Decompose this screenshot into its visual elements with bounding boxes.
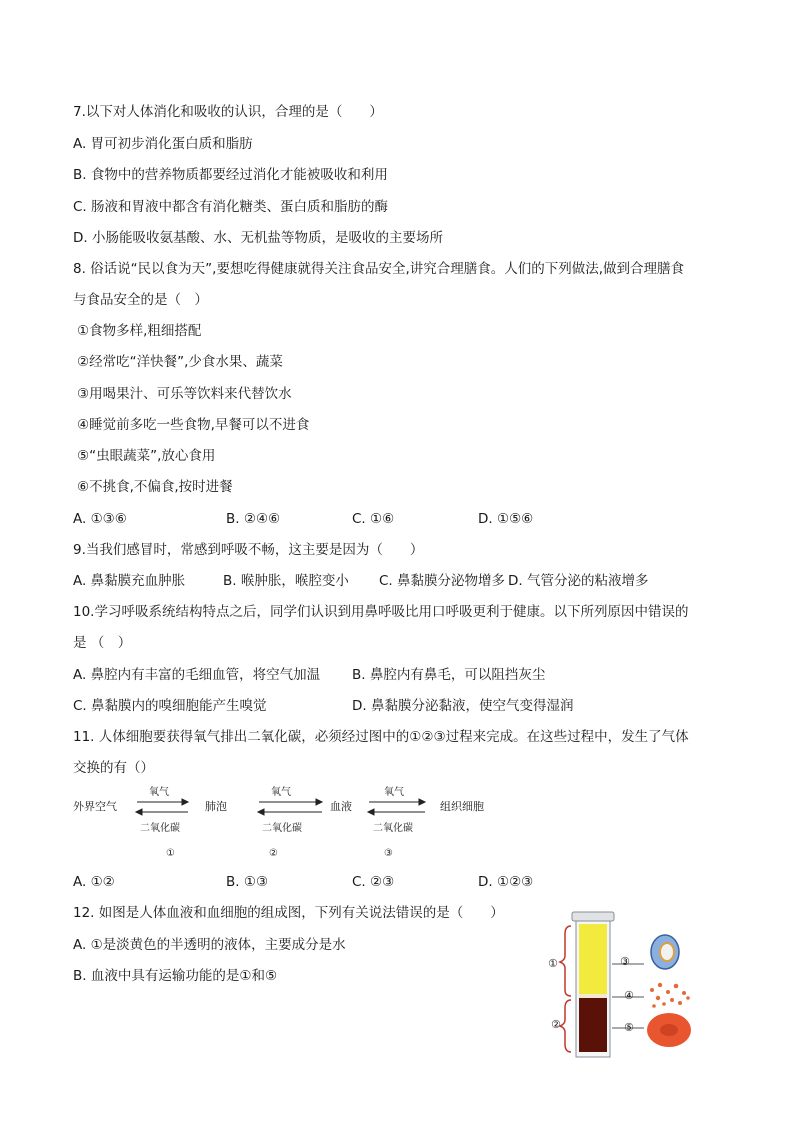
diagram-node-outside-air: 外界空气 [73, 800, 117, 813]
q8-option-d: D. ①⑤⑥ [478, 511, 534, 527]
q7-stem: 7.以下对人体消化和吸收的认识，合理的是（ ） [73, 104, 383, 120]
q11-stem-line2: 交换的有（） [73, 760, 154, 776]
figure-label-4: ④ [624, 989, 634, 1002]
q8-option-b: B. ②④⑥ [226, 511, 281, 527]
diagram-co2-label-2: 二氧化碳 [262, 823, 302, 834]
q11-option-c: C. ②③ [352, 874, 395, 890]
q9-option-c: C. 鼻黏膜分泌物增多 [379, 573, 506, 589]
q8-item-2: ②经常吃“洋快餐”,少食水果、蔬菜 [77, 354, 283, 370]
q7-option-d: D. 小肠能吸收氨基酸、水、无机盐等物质，是吸收的主要场所 [73, 230, 443, 246]
figure-label-3: ③ [620, 955, 630, 968]
q8-item-6: ⑥不挑食,不偏食,按时进餐 [77, 479, 233, 495]
platelets [650, 983, 690, 1008]
diagram-process-3: ③ [384, 848, 393, 859]
q9-option-d: D. 气管分泌的粘液增多 [508, 573, 649, 589]
q10-option-d: D. 鼻黏膜分泌黏液，使空气变得湿润 [352, 698, 574, 714]
diagram-process-1: ① [166, 848, 175, 859]
q12-stem: 12. 如图是人体血液和血细胞的组成图，下列有关说法错误的是（ ） [73, 905, 504, 921]
diagram-process-2: ② [269, 848, 278, 859]
diagram-co2-label-1: 二氧化碳 [140, 823, 180, 834]
buffy-coat-layer [579, 994, 607, 998]
q11-option-b: B. ①③ [226, 874, 269, 890]
q10-option-c: C. 鼻黏膜内的嗅细胞能产生嗅觉 [73, 698, 267, 714]
q11-option-d: D. ①②③ [478, 874, 534, 890]
diagram-node-alveoli: 肺泡 [205, 800, 227, 813]
q8-option-c: C. ①⑥ [352, 511, 395, 527]
diagram-node-blood: 血液 [330, 800, 352, 813]
q10-option-b: B. 鼻腔内有鼻毛，可以阻挡灰尘 [352, 667, 546, 683]
q8-option-a: A. ①③⑥ [73, 511, 127, 527]
q10-stem-line2: 是 （ ） [73, 635, 132, 651]
q12-option-a: A. ①是淡黄色的半透明的液体，主要成分是水 [73, 937, 346, 953]
brace-cells [560, 1000, 571, 1052]
figure-label-2: ② [551, 1018, 561, 1031]
q10-stem-line1: 10.学习呼吸系统结构特点之后，同学们认识到用鼻呼吸比用口呼吸更利于健康。以下所列原因中错误的 [73, 604, 689, 620]
diagram-oxygen-label-1: 氧气 [149, 787, 169, 798]
figure-label-5: ⑤ [624, 1021, 634, 1034]
diagram-oxygen-label-2: 氧气 [271, 787, 291, 798]
q8-item-4: ④睡觉前多吃一些食物,早餐可以不进食 [77, 417, 310, 433]
blood-cell-layer [579, 996, 607, 1052]
diagram-co2-label-3: 二氧化碳 [373, 823, 413, 834]
white-blood-cell-nucleus [660, 943, 674, 961]
q8-item-1: ①食物多样,粗细搭配 [77, 323, 202, 339]
q7-option-c: C. 肠液和胃液中都含有消化糖类、蛋白质和脂肪的酶 [73, 199, 389, 215]
q8-item-3: ③用喝果汁、可乐等饮料来代替饮水 [77, 386, 292, 402]
brace-plasma [560, 926, 571, 996]
q9-option-b: B. 喉肿胀，喉腔变小 [223, 573, 349, 589]
q9-stem: 9.当我们感冒时，常感到呼吸不畅，这主要是因为（ ） [73, 542, 424, 558]
plasma-layer [579, 924, 607, 996]
q10-option-a: A. 鼻腔内有丰富的毛细血管，将空气加温 [73, 667, 321, 683]
q8-stem-line1: 8. 俗话说“民以食为天”,要想吃得健康就得关注食品安全,讲究合理膳食。人们的下列做法,做到合理膳食 [73, 261, 685, 277]
diagram-node-tissue-cells: 组织细胞 [440, 800, 484, 813]
q11-option-a: A. ①② [73, 874, 115, 890]
q12-option-b: B. 血液中具有运输功能的是①和⑤ [73, 968, 278, 984]
figure-label-1: ① [548, 957, 558, 970]
q7-option-a: A. 胃可初步消化蛋白质和脂肪 [73, 136, 253, 152]
q8-item-5: ⑤“虫眼蔬菜”,放心食用 [77, 448, 216, 464]
q7-option-b: B. 食物中的营养物质都要经过消化才能被吸收和利用 [73, 167, 388, 183]
q11-stem-line1: 11. 人体细胞要获得氧气排出二氧化碳，必须经过图中的①②③过程来完成。在这些过程中，发生了气体 [73, 729, 689, 745]
tube-rim [572, 912, 614, 921]
q9-option-a: A. 鼻黏膜充血肿胀 [73, 573, 186, 589]
q8-stem-line2: 与食品安全的是（ ） [73, 292, 208, 308]
diagram-oxygen-label-3: 氧气 [384, 787, 404, 798]
red-blood-cell-center [660, 1024, 678, 1036]
